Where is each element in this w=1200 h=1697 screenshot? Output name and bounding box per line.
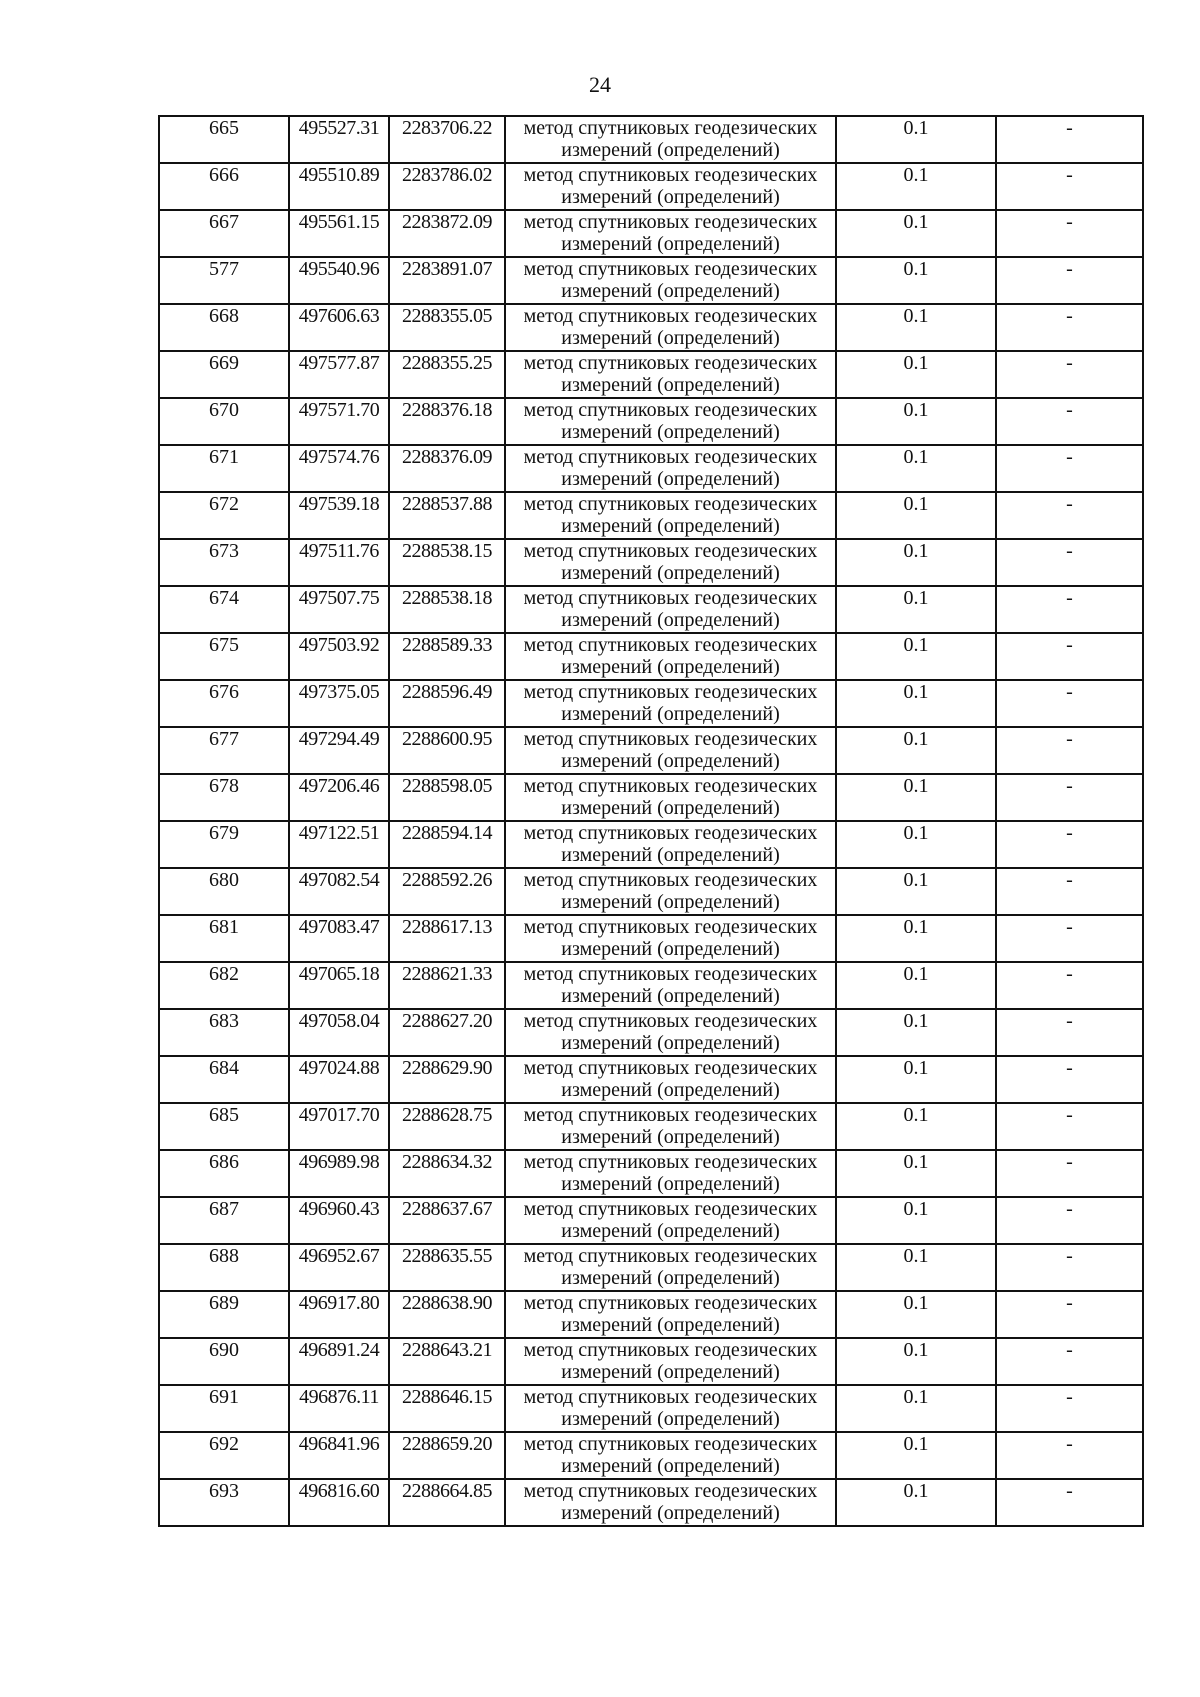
table-row (159, 492, 1143, 539)
point-number-cell: 669 (159, 351, 289, 398)
accuracy-cell: 0.1 (836, 1150, 996, 1197)
page-number: 24 (589, 72, 611, 97)
note-cell: - (996, 116, 1143, 163)
accuracy-cell: 0.1 (836, 915, 996, 962)
method-cell: метод спутниковых геодезических измерений (определений) (505, 1197, 836, 1244)
table-row (159, 1338, 1143, 1385)
x-coordinate-cell: 497082.54 (289, 868, 389, 915)
point-number-cell: 692 (159, 1432, 289, 1479)
table-row (159, 1103, 1143, 1150)
x-coordinate-cell: 497539.18 (289, 492, 389, 539)
accuracy-cell: 0.1 (836, 1291, 996, 1338)
table-row (159, 915, 1143, 962)
x-coordinate-cell: 496952.67 (289, 1244, 389, 1291)
table-row (159, 1432, 1143, 1479)
note-cell: - (996, 1432, 1143, 1479)
y-coordinate-cell: 2288628.75 (389, 1103, 505, 1150)
x-coordinate-cell: 495527.31 (289, 116, 389, 163)
table-row (159, 1150, 1143, 1197)
method-cell: метод спутниковых геодезических измерений (определений) (505, 1103, 836, 1150)
point-number-cell: 679 (159, 821, 289, 868)
point-number-cell: 693 (159, 1479, 289, 1526)
y-coordinate-cell: 2283706.22 (389, 116, 505, 163)
point-number-cell: 688 (159, 1244, 289, 1291)
note-cell: - (996, 351, 1143, 398)
x-coordinate-cell: 497017.70 (289, 1103, 389, 1150)
method-cell: метод спутниковых геодезических измерений (определений) (505, 1009, 836, 1056)
x-coordinate-cell: 497511.76 (289, 539, 389, 586)
method-cell: метод спутниковых геодезических измерений (определений) (505, 1291, 836, 1338)
accuracy-cell: 0.1 (836, 962, 996, 1009)
x-coordinate-cell: 495510.89 (289, 163, 389, 210)
method-cell: метод спутниковых геодезических измерений (определений) (505, 821, 836, 868)
x-coordinate-cell: 496989.98 (289, 1150, 389, 1197)
accuracy-cell: 0.1 (836, 1479, 996, 1526)
y-coordinate-cell: 2288538.15 (389, 539, 505, 586)
x-coordinate-cell: 496841.96 (289, 1432, 389, 1479)
method-cell: метод спутниковых геодезических измерений (определений) (505, 1338, 836, 1385)
x-coordinate-cell: 497294.49 (289, 727, 389, 774)
point-number-cell: 678 (159, 774, 289, 821)
table-row (159, 304, 1143, 351)
x-coordinate-cell: 497122.51 (289, 821, 389, 868)
method-cell: метод спутниковых геодезических измерений (определений) (505, 727, 836, 774)
x-coordinate-cell: 497024.88 (289, 1056, 389, 1103)
note-cell: - (996, 868, 1143, 915)
x-coordinate-cell: 496816.60 (289, 1479, 389, 1526)
note-cell: - (996, 304, 1143, 351)
accuracy-cell: 0.1 (836, 257, 996, 304)
method-cell: метод спутниковых геодезических измерений (определений) (505, 586, 836, 633)
y-coordinate-cell: 2288355.25 (389, 351, 505, 398)
y-coordinate-cell: 2288635.55 (389, 1244, 505, 1291)
method-cell: метод спутниковых геодезических измерений (определений) (505, 398, 836, 445)
method-cell: метод спутниковых геодезических измерений (определений) (505, 1385, 836, 1432)
table-row (159, 586, 1143, 633)
method-cell: метод спутниковых геодезических измерений (определений) (505, 304, 836, 351)
note-cell: - (996, 633, 1143, 680)
accuracy-cell: 0.1 (836, 1056, 996, 1103)
accuracy-cell: 0.1 (836, 633, 996, 680)
accuracy-cell: 0.1 (836, 1197, 996, 1244)
accuracy-cell: 0.1 (836, 774, 996, 821)
y-coordinate-cell: 2283786.02 (389, 163, 505, 210)
table-body (159, 116, 1143, 1526)
x-coordinate-cell: 496917.80 (289, 1291, 389, 1338)
method-cell: метод спутниковых геодезических измерений (определений) (505, 163, 836, 210)
point-number-cell: 685 (159, 1103, 289, 1150)
note-cell: - (996, 1197, 1143, 1244)
y-coordinate-cell: 2288598.05 (389, 774, 505, 821)
y-coordinate-cell: 2288643.21 (389, 1338, 505, 1385)
y-coordinate-cell: 2288638.90 (389, 1291, 505, 1338)
y-coordinate-cell: 2288376.09 (389, 445, 505, 492)
point-number-cell: 675 (159, 633, 289, 680)
table-row (159, 1009, 1143, 1056)
y-coordinate-cell: 2288637.67 (389, 1197, 505, 1244)
x-coordinate-cell: 495540.96 (289, 257, 389, 304)
accuracy-cell: 0.1 (836, 398, 996, 445)
note-cell: - (996, 210, 1143, 257)
y-coordinate-cell: 2288592.26 (389, 868, 505, 915)
x-coordinate-cell: 496960.43 (289, 1197, 389, 1244)
note-cell: - (996, 1150, 1143, 1197)
y-coordinate-cell: 2288659.20 (389, 1432, 505, 1479)
y-coordinate-cell: 2288355.05 (389, 304, 505, 351)
note-cell: - (996, 539, 1143, 586)
point-number-cell: 684 (159, 1056, 289, 1103)
point-number-cell: 682 (159, 962, 289, 1009)
point-number-cell: 687 (159, 1197, 289, 1244)
accuracy-cell: 0.1 (836, 727, 996, 774)
method-cell: метод спутниковых геодезических измерений (определений) (505, 1150, 836, 1197)
point-number-cell: 683 (159, 1009, 289, 1056)
accuracy-cell: 0.1 (836, 210, 996, 257)
accuracy-cell: 0.1 (836, 1103, 996, 1150)
point-number-cell: 690 (159, 1338, 289, 1385)
method-cell: метод спутниковых геодезических измерений (определений) (505, 868, 836, 915)
x-coordinate-cell: 497503.92 (289, 633, 389, 680)
accuracy-cell: 0.1 (836, 1009, 996, 1056)
note-cell: - (996, 821, 1143, 868)
x-coordinate-cell: 495561.15 (289, 210, 389, 257)
x-coordinate-cell: 497083.47 (289, 915, 389, 962)
y-coordinate-cell: 2288621.33 (389, 962, 505, 1009)
point-number-cell: 686 (159, 1150, 289, 1197)
note-cell: - (996, 586, 1143, 633)
note-cell: - (996, 1056, 1143, 1103)
note-cell: - (996, 1291, 1143, 1338)
note-cell: - (996, 962, 1143, 1009)
table-row (159, 1056, 1143, 1103)
accuracy-cell: 0.1 (836, 1385, 996, 1432)
table-row (159, 1291, 1143, 1338)
method-cell: метод спутниковых геодезических измерений (определений) (505, 1479, 836, 1526)
point-number-cell: 677 (159, 727, 289, 774)
x-coordinate-cell: 497574.76 (289, 445, 389, 492)
y-coordinate-cell: 2288538.18 (389, 586, 505, 633)
y-coordinate-cell: 2283891.07 (389, 257, 505, 304)
y-coordinate-cell: 2288634.32 (389, 1150, 505, 1197)
y-coordinate-cell: 2283872.09 (389, 210, 505, 257)
table-row (159, 680, 1143, 727)
y-coordinate-cell: 2288664.85 (389, 1479, 505, 1526)
table-row (159, 1479, 1143, 1526)
x-coordinate-cell: 496891.24 (289, 1338, 389, 1385)
point-number-cell: 667 (159, 210, 289, 257)
accuracy-cell: 0.1 (836, 1244, 996, 1291)
method-cell: метод спутниковых геодезических измерений (определений) (505, 962, 836, 1009)
x-coordinate-cell: 497507.75 (289, 586, 389, 633)
table-row (159, 116, 1143, 163)
table-row (159, 445, 1143, 492)
y-coordinate-cell: 2288376.18 (389, 398, 505, 445)
note-cell: - (996, 1338, 1143, 1385)
point-number-cell: 680 (159, 868, 289, 915)
point-number-cell: 665 (159, 116, 289, 163)
table-row (159, 774, 1143, 821)
x-coordinate-cell: 497065.18 (289, 962, 389, 1009)
note-cell: - (996, 492, 1143, 539)
accuracy-cell: 0.1 (836, 1338, 996, 1385)
accuracy-cell: 0.1 (836, 116, 996, 163)
x-coordinate-cell: 496876.11 (289, 1385, 389, 1432)
table-row (159, 1197, 1143, 1244)
x-coordinate-cell: 497206.46 (289, 774, 389, 821)
table-row (159, 210, 1143, 257)
y-coordinate-cell: 2288617.13 (389, 915, 505, 962)
x-coordinate-cell: 497606.63 (289, 304, 389, 351)
y-coordinate-cell: 2288646.15 (389, 1385, 505, 1432)
x-coordinate-cell: 497058.04 (289, 1009, 389, 1056)
note-cell: - (996, 445, 1143, 492)
method-cell: метод спутниковых геодезических измерений (определений) (505, 116, 836, 163)
point-number-cell: 670 (159, 398, 289, 445)
y-coordinate-cell: 2288629.90 (389, 1056, 505, 1103)
method-cell: метод спутниковых геодезических измерений (определений) (505, 774, 836, 821)
y-coordinate-cell: 2288596.49 (389, 680, 505, 727)
note-cell: - (996, 163, 1143, 210)
accuracy-cell: 0.1 (836, 163, 996, 210)
table-row (159, 1385, 1143, 1432)
note-cell: - (996, 1009, 1143, 1056)
table-row (159, 962, 1143, 1009)
table-row (159, 398, 1143, 445)
method-cell: метод спутниковых геодезических измерений (определений) (505, 492, 836, 539)
method-cell: метод спутниковых геодезических измерений (определений) (505, 351, 836, 398)
note-cell: - (996, 1385, 1143, 1432)
note-cell: - (996, 680, 1143, 727)
point-number-cell: 666 (159, 163, 289, 210)
note-cell: - (996, 1103, 1143, 1150)
accuracy-cell: 0.1 (836, 304, 996, 351)
accuracy-cell: 0.1 (836, 492, 996, 539)
note-cell: - (996, 257, 1143, 304)
method-cell: метод спутниковых геодезических измерений (определений) (505, 1244, 836, 1291)
x-coordinate-cell: 497577.87 (289, 351, 389, 398)
accuracy-cell: 0.1 (836, 586, 996, 633)
point-number-cell: 577 (159, 257, 289, 304)
table-row (159, 257, 1143, 304)
y-coordinate-cell: 2288537.88 (389, 492, 505, 539)
y-coordinate-cell: 2288594.14 (389, 821, 505, 868)
note-cell: - (996, 1244, 1143, 1291)
table-row (159, 539, 1143, 586)
method-cell: метод спутниковых геодезических измерений (определений) (505, 257, 836, 304)
method-cell: метод спутниковых геодезических измерений (определений) (505, 1056, 836, 1103)
accuracy-cell: 0.1 (836, 445, 996, 492)
accuracy-cell: 0.1 (836, 821, 996, 868)
table-row (159, 868, 1143, 915)
coordinates-table (158, 115, 1144, 1527)
point-number-cell: 672 (159, 492, 289, 539)
point-number-cell: 673 (159, 539, 289, 586)
accuracy-cell: 0.1 (836, 351, 996, 398)
x-coordinate-cell: 497571.70 (289, 398, 389, 445)
point-number-cell: 691 (159, 1385, 289, 1432)
point-number-cell: 689 (159, 1291, 289, 1338)
point-number-cell: 671 (159, 445, 289, 492)
note-cell: - (996, 915, 1143, 962)
method-cell: метод спутниковых геодезических измерений (определений) (505, 680, 836, 727)
method-cell: метод спутниковых геодезических измерений (определений) (505, 445, 836, 492)
accuracy-cell: 0.1 (836, 539, 996, 586)
y-coordinate-cell: 2288589.33 (389, 633, 505, 680)
accuracy-cell: 0.1 (836, 1432, 996, 1479)
x-coordinate-cell: 497375.05 (289, 680, 389, 727)
table-row (159, 163, 1143, 210)
note-cell: - (996, 1479, 1143, 1526)
point-number-cell: 674 (159, 586, 289, 633)
table-row (159, 351, 1143, 398)
method-cell: метод спутниковых геодезических измерений (определений) (505, 210, 836, 257)
method-cell: метод спутниковых геодезических измерений (определений) (505, 539, 836, 586)
point-number-cell: 668 (159, 304, 289, 351)
method-cell: метод спутниковых геодезических измерений (определений) (505, 915, 836, 962)
table-row (159, 821, 1143, 868)
accuracy-cell: 0.1 (836, 868, 996, 915)
method-cell: метод спутниковых геодезических измерений (определений) (505, 633, 836, 680)
point-number-cell: 676 (159, 680, 289, 727)
y-coordinate-cell: 2288600.95 (389, 727, 505, 774)
table-row (159, 727, 1143, 774)
note-cell: - (996, 398, 1143, 445)
table-row (159, 633, 1143, 680)
method-cell: метод спутниковых геодезических измерений (определений) (505, 1432, 836, 1479)
y-coordinate-cell: 2288627.20 (389, 1009, 505, 1056)
table-row (159, 1244, 1143, 1291)
note-cell: - (996, 727, 1143, 774)
accuracy-cell: 0.1 (836, 680, 996, 727)
point-number-cell: 681 (159, 915, 289, 962)
note-cell: - (996, 774, 1143, 821)
